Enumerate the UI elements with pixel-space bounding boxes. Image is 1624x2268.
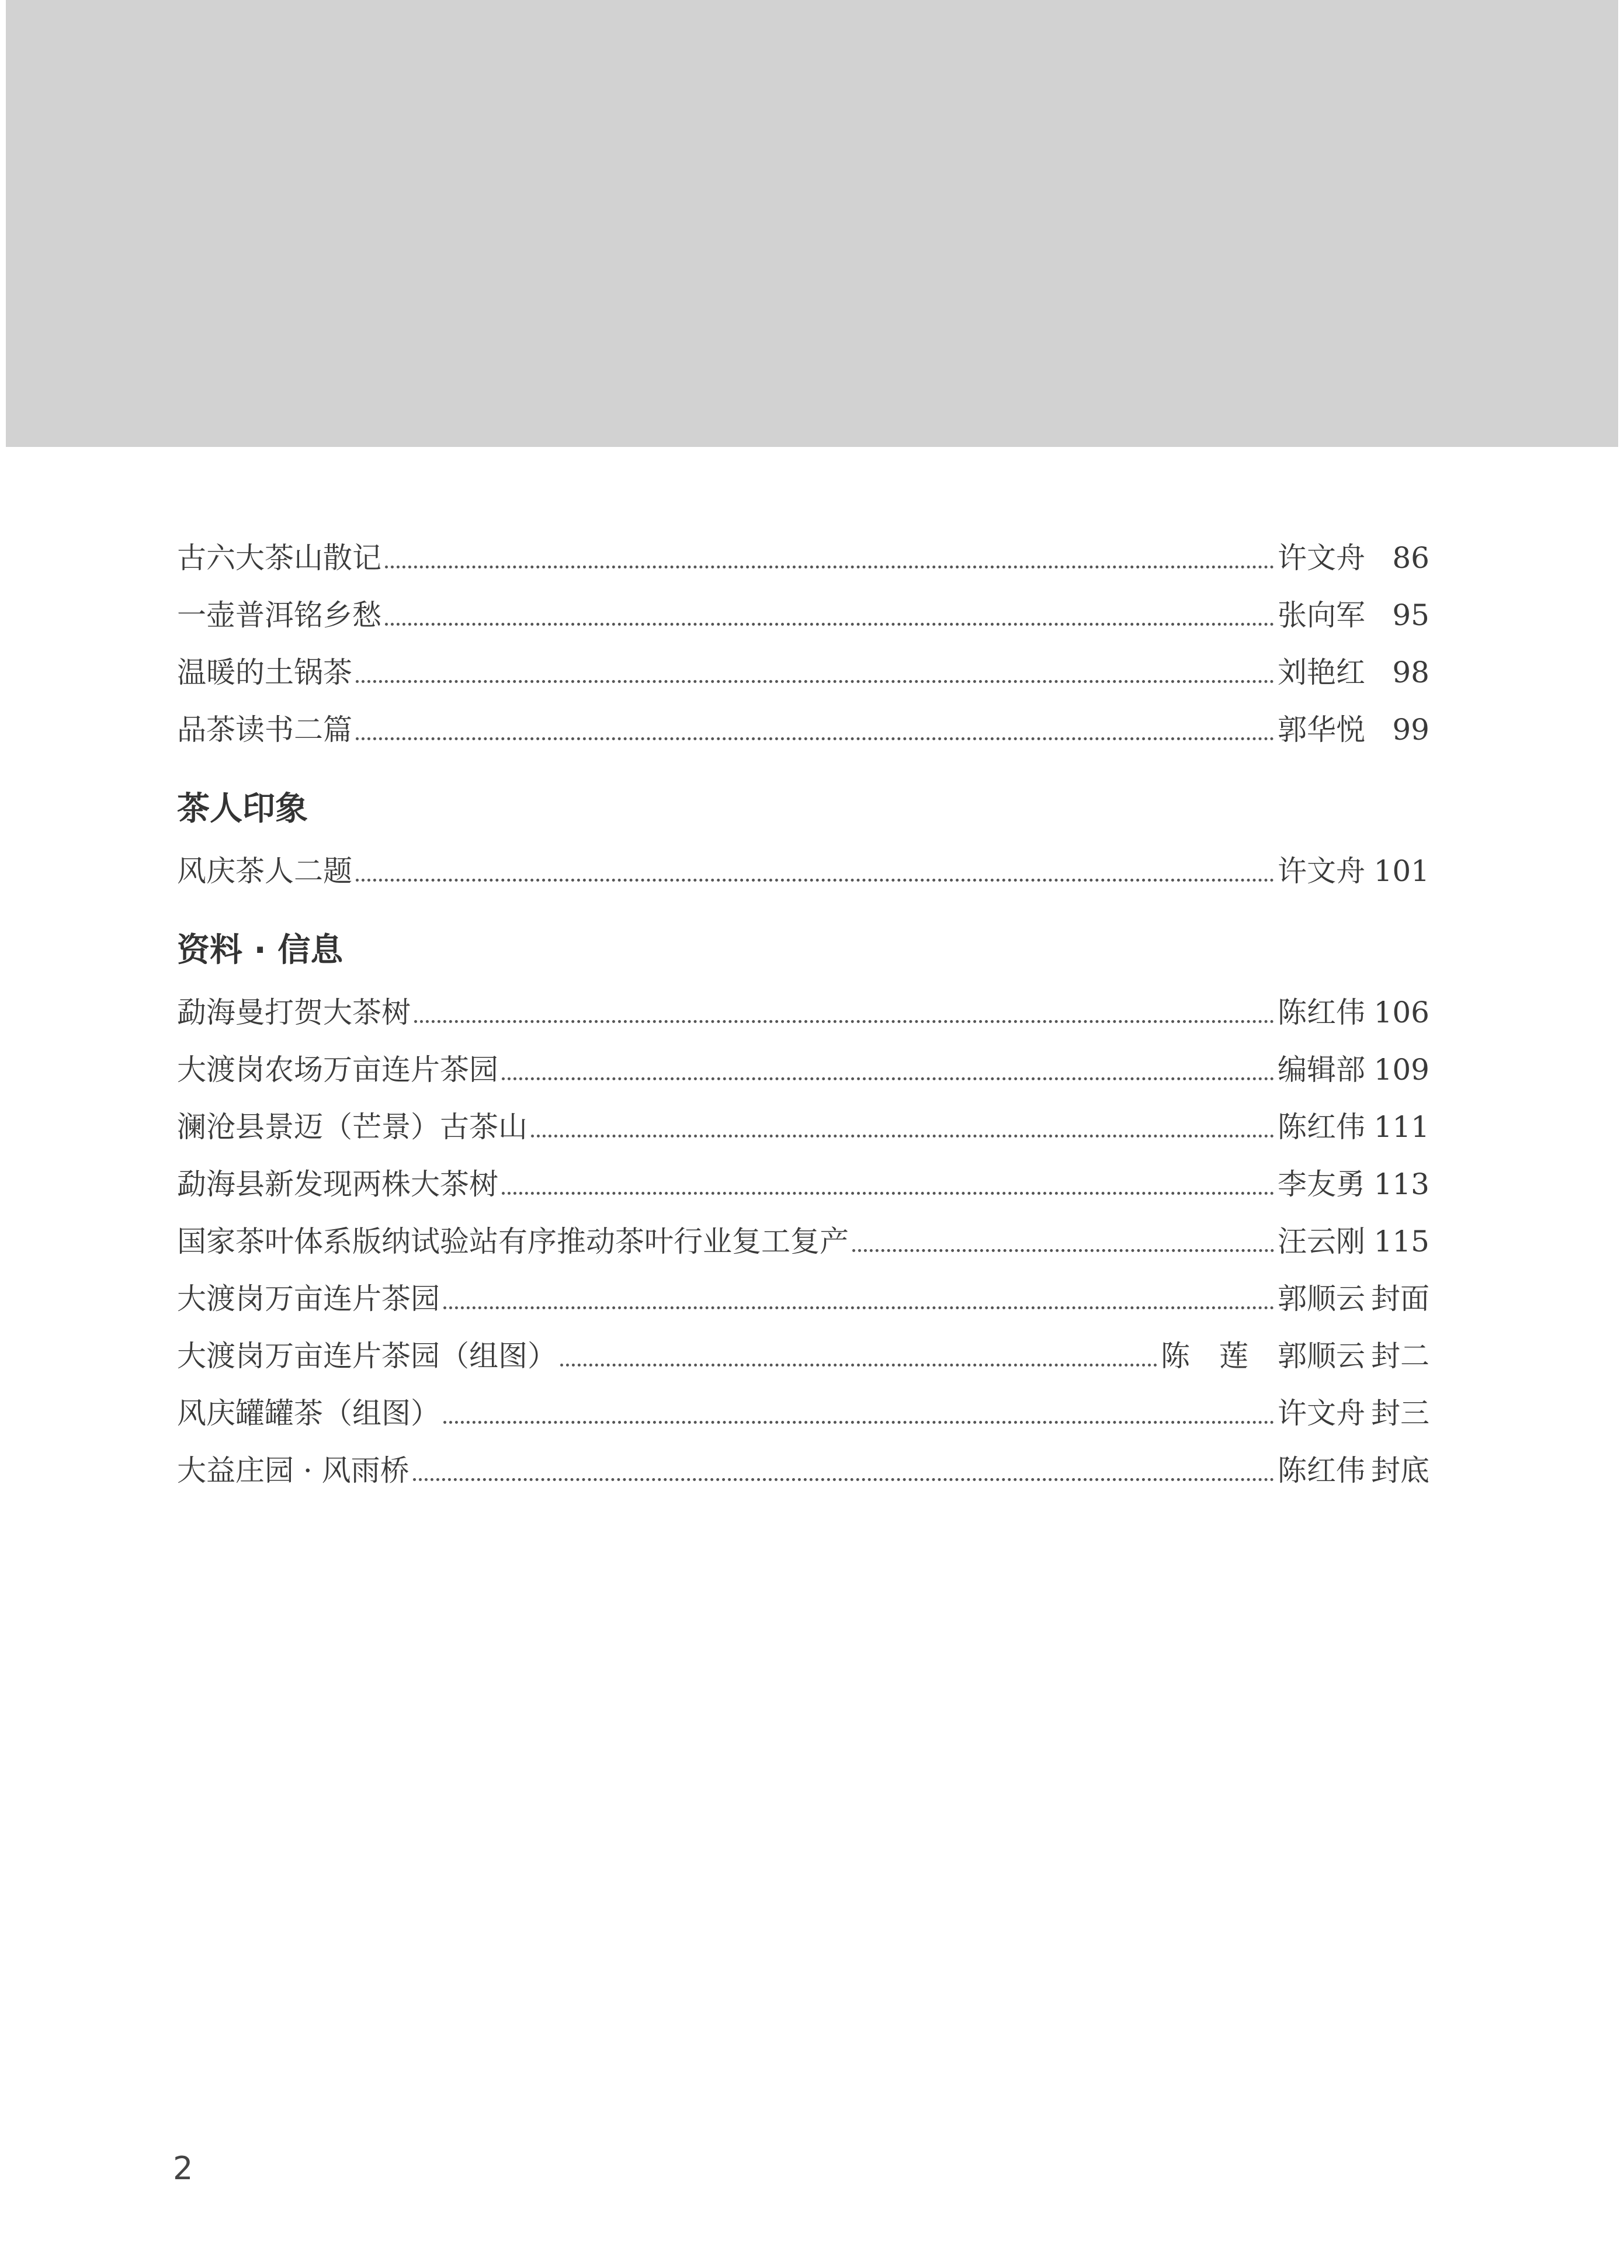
toc-entry-title: 古六大茶山散记	[177, 541, 381, 575]
toc-entry-title: 大益庄园 · 风雨桥	[177, 1454, 410, 1487]
toc-entry-page: 封底	[1371, 1454, 1429, 1487]
toc-entry-title: 勐海县新发现两株大茶树	[177, 1167, 498, 1201]
toc-dot-leader	[414, 984, 1274, 1041]
toc-entry-author: 郭顺云	[1278, 1282, 1365, 1316]
toc-entry	[177, 644, 1429, 701]
toc-entry-page: 封三	[1371, 1396, 1429, 1430]
toc-entry	[177, 842, 1429, 900]
toc-dot-leader	[852, 1213, 1274, 1270]
toc-entry-author: 李友勇	[1278, 1167, 1365, 1201]
toc-entry-author: 陈红伟	[1278, 996, 1365, 1029]
toc-entry-author: 刘艳红	[1278, 656, 1365, 689]
toc-dot-leader	[560, 1327, 1157, 1385]
toc-entry	[177, 1327, 1429, 1385]
toc-entry	[177, 587, 1429, 644]
toc-entry-author: 许文舟	[1278, 1396, 1365, 1430]
table-of-contents	[177, 529, 1429, 1499]
toc-entry-title: 风庆茶人二题	[177, 854, 352, 888]
toc-entry-author: 张向军	[1278, 598, 1365, 632]
toc-entry-author: 汪云刚	[1278, 1225, 1365, 1258]
toc-dot-leader	[502, 1041, 1274, 1098]
toc-dot-leader	[443, 1385, 1274, 1442]
toc-entry-page: 98	[1392, 656, 1429, 689]
toc-entry	[177, 984, 1429, 1041]
toc-entry-title: 大渡岗万亩连片茶园	[177, 1282, 440, 1316]
toc-entry-title: 澜沧县景迈（芒景）古茶山	[177, 1110, 528, 1144]
toc-entry-author: 许文舟	[1278, 541, 1365, 575]
toc-entry-author: 陈红伟	[1278, 1454, 1365, 1487]
toc-entry-page: 95	[1392, 598, 1429, 632]
toc-entry-title: 温暖的土锅茶	[177, 656, 352, 689]
toc-dot-leader	[385, 529, 1274, 587]
toc-entry-page: 109	[1373, 1053, 1429, 1087]
toc-entry-page: 99	[1392, 713, 1429, 747]
toc-entry-page: 封面	[1371, 1282, 1429, 1316]
toc-entry-page: 113	[1373, 1167, 1429, 1201]
toc-entry-page: 86	[1392, 541, 1429, 575]
section-heading: 茶人印象	[177, 790, 308, 828]
toc-entry-page: 111	[1373, 1110, 1429, 1144]
toc-entry-author: 许文舟	[1278, 854, 1365, 888]
toc-entry-page: 101	[1373, 854, 1429, 888]
section-heading: 资料 · 信息	[177, 931, 343, 969]
toc-entry	[177, 529, 1429, 587]
toc-entry-author: 陈红伟	[1278, 1110, 1365, 1144]
toc-entry-author: 郭华悦	[1278, 713, 1365, 747]
toc-dot-leader	[356, 644, 1274, 701]
header-band	[6, 0, 1618, 447]
toc-entry-author: 编辑部	[1278, 1053, 1365, 1087]
toc-dot-leader	[443, 1270, 1274, 1327]
toc-entry-title: 品茶读书二篇	[177, 713, 352, 747]
toc-entry	[177, 1213, 1429, 1270]
toc-entry-title: 勐海曼打贺大茶树	[177, 996, 411, 1029]
toc-dot-leader	[413, 1442, 1274, 1499]
toc-entry	[177, 1098, 1429, 1156]
toc-entry-title: 风庆罐罐茶（组图）	[177, 1396, 440, 1430]
toc-dot-leader	[356, 701, 1274, 758]
toc-entry-title: 国家茶叶体系版纳试验站有序推动茶叶行业复工复产	[177, 1225, 849, 1258]
toc-entry	[177, 1156, 1429, 1213]
toc-dot-leader	[385, 587, 1274, 644]
toc-entry-page: 封二	[1371, 1339, 1429, 1373]
toc-entry	[177, 701, 1429, 758]
toc-entry-page: 115	[1373, 1225, 1429, 1258]
toc-dot-leader	[356, 842, 1274, 900]
toc-entry-page: 106	[1373, 996, 1429, 1029]
toc-entry-title: 大渡岗万亩连片茶园（组图）	[177, 1339, 557, 1373]
toc-dot-leader	[531, 1098, 1274, 1156]
toc-entry-author: 陈 莲 郭顺云	[1161, 1339, 1365, 1373]
toc-entry	[177, 1385, 1429, 1442]
toc-entry	[177, 1041, 1429, 1098]
toc-entry-title: 大渡岗农场万亩连片茶园	[177, 1053, 498, 1087]
toc-entry	[177, 1442, 1429, 1499]
toc-entry-title: 一壶普洱铭乡愁	[177, 598, 381, 632]
toc-dot-leader	[502, 1156, 1274, 1213]
toc-entry	[177, 1270, 1429, 1327]
page-number: 2	[173, 2150, 193, 2187]
